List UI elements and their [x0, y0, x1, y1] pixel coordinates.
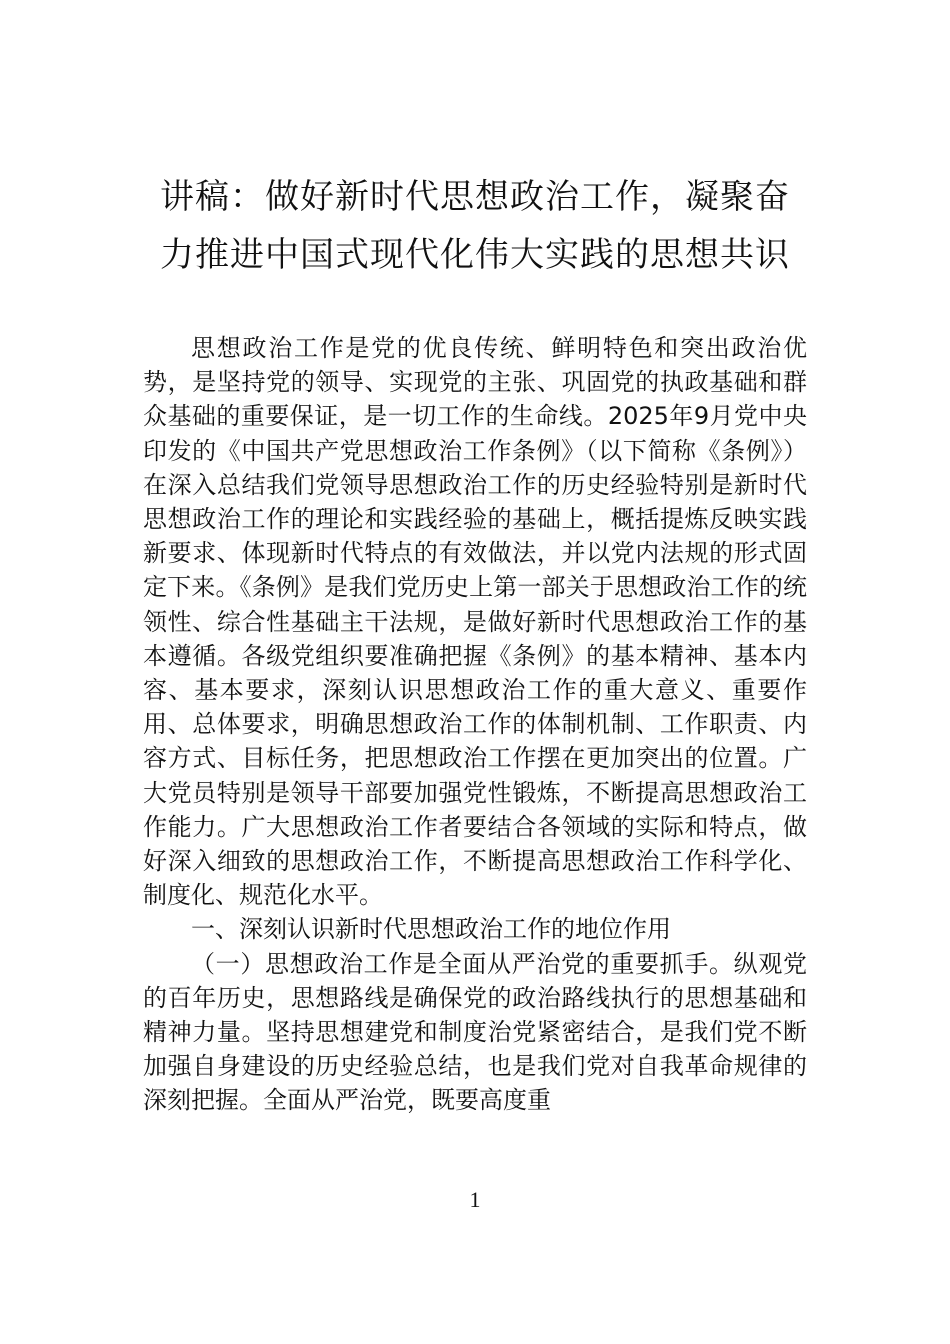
- intro-paragraph: 思想政治工作是党的优良传统、鲜明特色和突出政治优势，是坚持党的领导、实现党的主张、巩固党的执政基础和群众基础的重要保证，是一切工作的生命线。2025年9月党中央印发的《中国共产党思想政治工作条例》（以下简称《条例》）在深入总结我们党领导思想政治工作的历史经验特别是新时代思想政治工作的理论和实践经验的基础上，概括提炼反映实践新要求、体现新时代特点的有效做法，并以党内法规的形式固定下来。《条例》是我们党历史上第一部关于思想政治工作的统领性、综合性基础主干法规，是做好新时代思想政治工作的基本遵循。各级党组织要准确把握《条例》的基本精神、基本内容、基本要求，深刻认识思想政治工作的重大意义、重要作用、总体要求，明确思想政治工作的体制机制、工作职责、内容方式、目标任务，把思想政治工作摆在更加突出的位置。广大党员特别是领导干部要加强党性锻炼，不断提高思想政治工作能力。广大思想政治工作者要结合各领域的实际和特点，做好深入细致的思想政治工作，不断提高思想政治工作科学化、制度化、规范化水平。: [143, 334, 807, 910]
- title-line-2: 力推进中国式现代化伟大实践的思想共识: [160, 235, 790, 275]
- subsection-paragraph: （一）思想政治工作是全面从严治党的重要抓手。纵观党的百年历史，思想路线是确保党的政治路线执行的思想基础和精神力量。坚持思想建党和制度治党紧密结合，是我们党不断加强自身建设的历史经验总结，也是我们党对自我革命规律的深刻把握。全面从严治党，既要高度重: [143, 949, 807, 1115]
- page-number: 1: [469, 1187, 481, 1212]
- document-body: [143, 331, 807, 1118]
- title-line-1: 讲稿：做好新时代思想政治工作，凝聚奋: [160, 177, 790, 217]
- section-heading: 一、深刻认识新时代思想政治工作的地位作用: [191, 915, 671, 944]
- document-title: [150, 168, 800, 284]
